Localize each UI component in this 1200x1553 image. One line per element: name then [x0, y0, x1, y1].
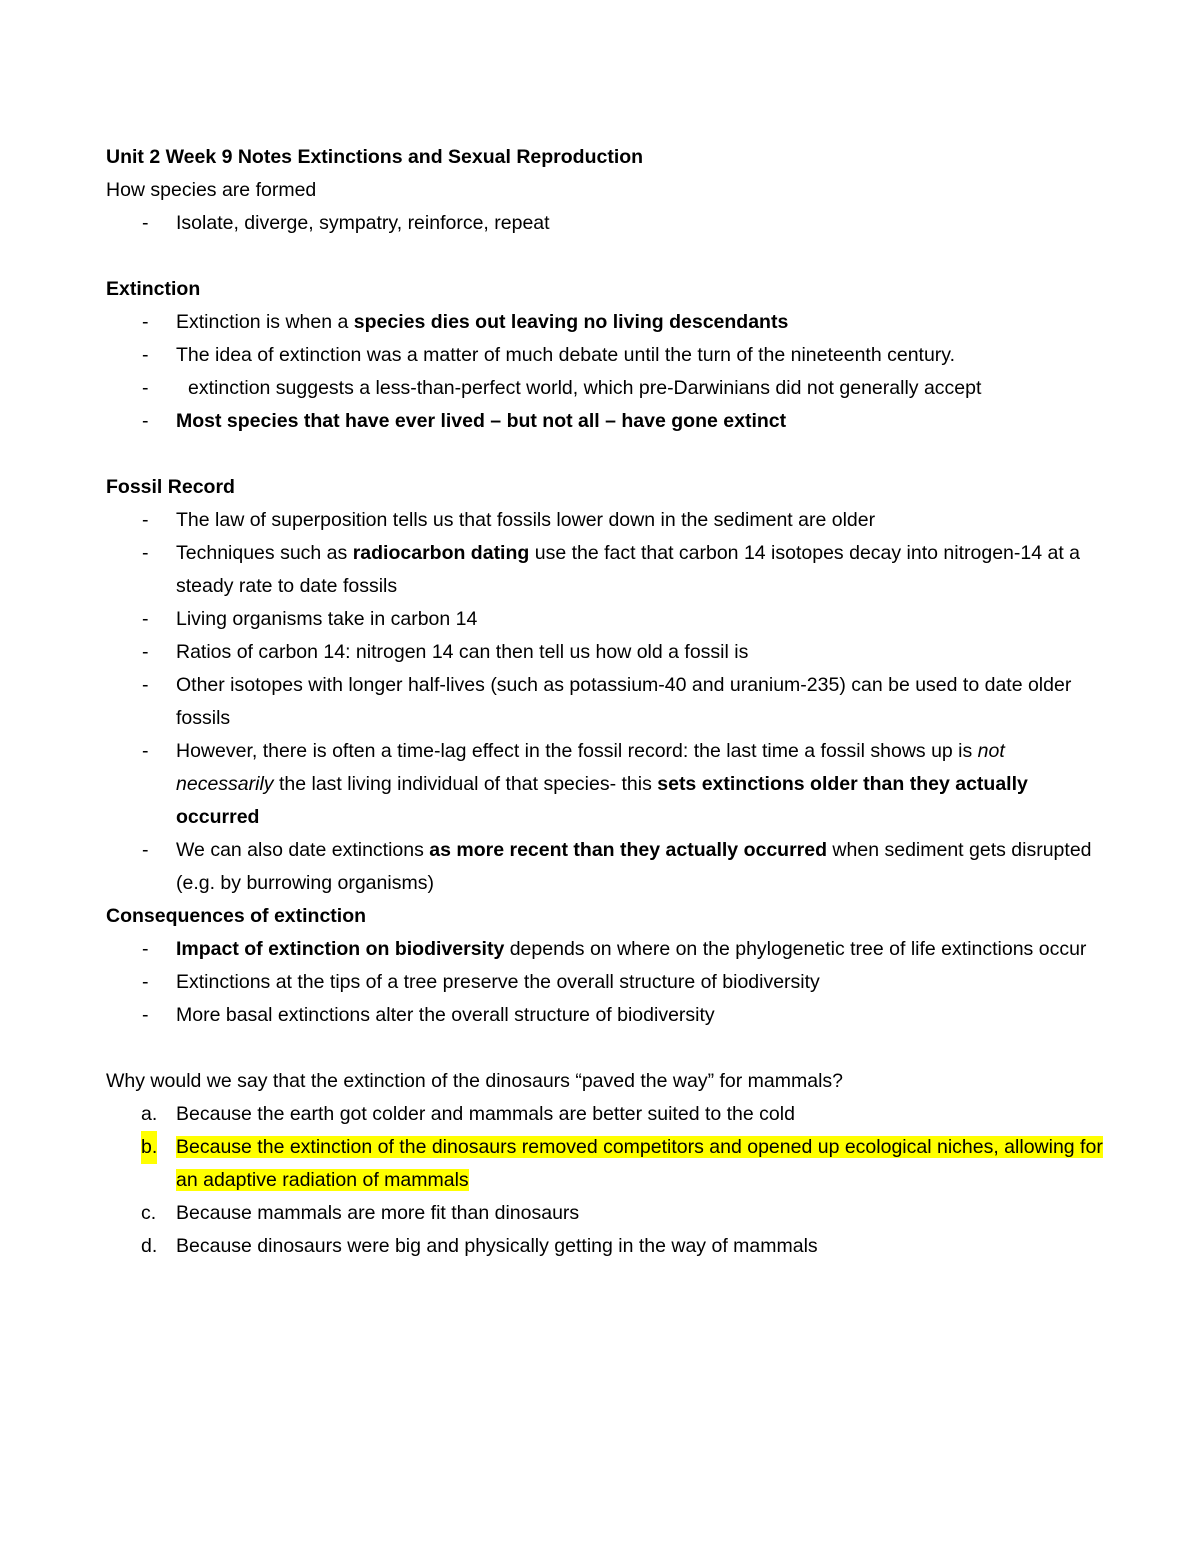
section-heading-extinction: Extinction [106, 278, 201, 300]
highlighted-answer: Because the extinction of the dinosaurs removed competitors and opened up ecological niches, allowing for an adaptive radiation of mammals [176, 1136, 1103, 1191]
bullet-marker: - [142, 938, 149, 960]
bullet-marker: - [142, 377, 149, 399]
bullet-marker: - [142, 410, 149, 432]
list-item: - Extinctions at the tips of a tree preserve the overall structure of biodiversity [106, 966, 1106, 999]
list-item: - Most species that have ever lived – but not all – have gone extinct [106, 405, 1106, 438]
answer-options [106, 1098, 1106, 1263]
fossil-record-list [106, 504, 1106, 900]
list-item: - Impact of extinction on biodiversity depends on where on the phylogenetic tree of life extinctions occur [106, 933, 1106, 966]
list-item: - Other isotopes with longer half-lives (such as potassium-40 and uranium-235) can be used to date older fossils [106, 669, 1106, 735]
list-item: - Ratios of carbon 14: nitrogen 14 can then tell us how old a fossil is [106, 636, 1106, 669]
bullet-marker: - [142, 1004, 149, 1026]
speciation-list [106, 207, 1106, 240]
list-item: - Techniques such as radiocarbon dating use the fact that carbon 14 isotopes decay into nitrogen-14 at a steady rate to date fossils [106, 537, 1106, 603]
question-prompt: Why would we say that the extinction of the dinosaurs “paved the way” for mammals? [106, 1070, 844, 1092]
document-body [106, 141, 1106, 1263]
list-item: - Isolate, diverge, sympatry, reinforce, repeat [106, 207, 1106, 240]
bullet-marker: - [142, 608, 149, 630]
section-heading-fossil-record: Fossil Record [106, 476, 235, 498]
list-item: - The law of superposition tells us that fossils lower down in the sediment are older [106, 504, 1106, 537]
bullet-marker: - [142, 212, 149, 234]
list-item: - The idea of extinction was a matter of much debate until the turn of the nineteenth century. [106, 339, 1106, 372]
bullet-marker: - [142, 509, 149, 531]
list-item: - Extinction is when a species dies out leaving no living descendants [106, 306, 1106, 339]
section-heading-speciation: How species are formed [106, 179, 317, 201]
extinction-list [106, 306, 1106, 438]
blank-line [106, 240, 1106, 273]
bullet-marker: - [142, 311, 149, 333]
blank-line [106, 1032, 1106, 1065]
option-letter: c. [141, 1202, 157, 1224]
option-letter: a. [141, 1103, 158, 1125]
answer-option-c: c. Because mammals are more fit than dinosaurs [106, 1197, 1106, 1230]
bullet-marker: - [142, 674, 149, 696]
bullet-marker: - [142, 641, 149, 663]
blank-line [106, 438, 1106, 471]
document-title: Unit 2 Week 9 Notes Extinctions and Sexual Reproduction [106, 146, 644, 168]
bullet-marker: - [142, 971, 149, 993]
option-letter: b. [141, 1131, 157, 1164]
list-item: - More basal extinctions alter the overall structure of biodiversity [106, 999, 1106, 1032]
consequences-list [106, 933, 1106, 1032]
bullet-marker: - [142, 839, 149, 861]
answer-option-a: a. Because the earth got colder and mammals are better suited to the cold [106, 1098, 1106, 1131]
answer-option-b [106, 1131, 1106, 1197]
bullet-marker: - [142, 542, 149, 564]
section-heading-consequences: Consequences of extinction [106, 905, 367, 927]
bullet-marker: - [142, 740, 149, 762]
list-item: - extinction suggests a less-than-perfect world, which pre-Darwinians did not generally accept [106, 372, 1106, 405]
option-letter: d. [141, 1235, 158, 1257]
list-item: - Living organisms take in carbon 14 [106, 603, 1106, 636]
bullet-marker: - [142, 344, 149, 366]
list-item: - However, there is often a time-lag effect in the fossil record: the last time a fossil shows up is not necessarily the last living individual of that species- this sets extinctions older than they actually occurred [106, 735, 1106, 834]
list-item: - We can also date extinctions as more recent than they actually occurred when sediment gets disrupted (e.g. by burrowing organisms) [106, 834, 1106, 900]
answer-option-d: d. Because dinosaurs were big and physically getting in the way of mammals [106, 1230, 1106, 1263]
